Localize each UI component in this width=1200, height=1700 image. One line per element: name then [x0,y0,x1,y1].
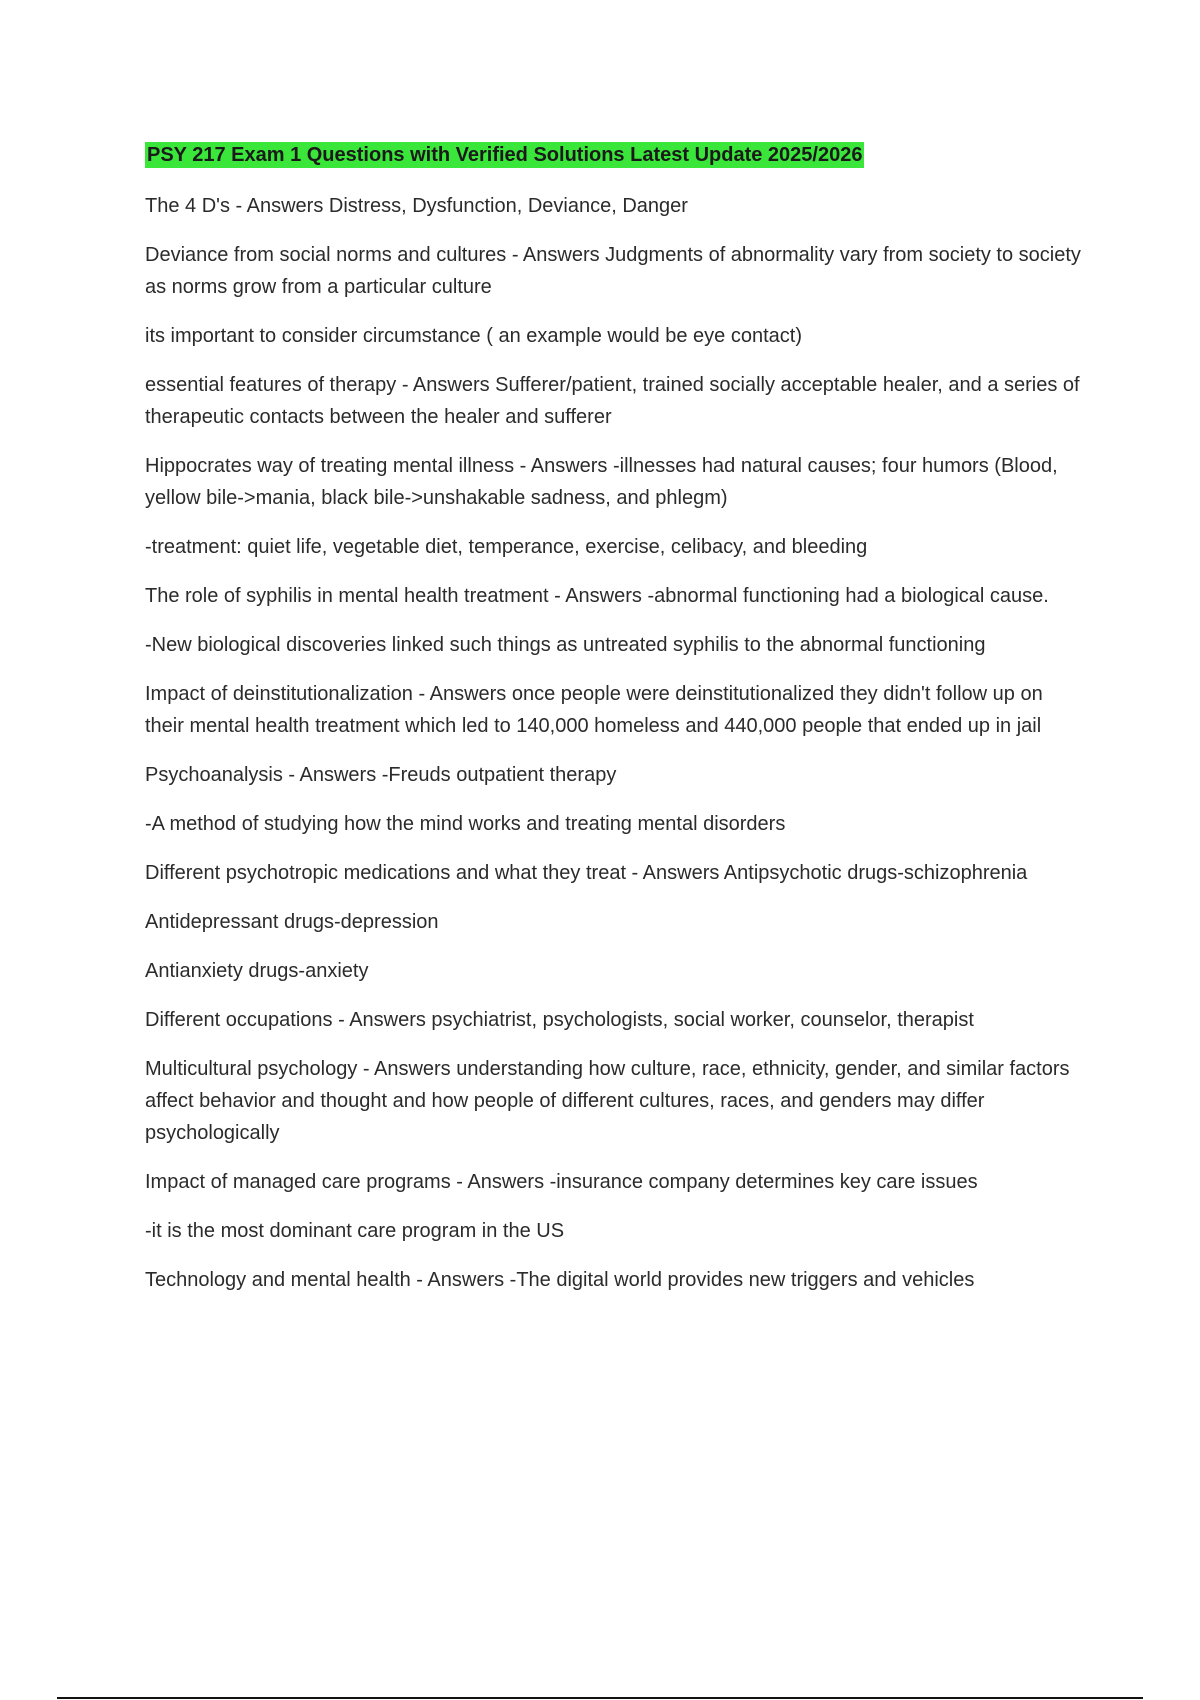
paragraph: -A method of studying how the mind works and treating mental disorders [145,813,786,835]
paragraph: -New biological discoveries linked such things as untreated syphilis to the abnormal functioning [145,634,986,656]
paragraph: Different psychotropic medications and what they treat - Answers Antipsychotic drugs-schizophrenia [145,862,1028,884]
footer-divider [57,1697,1143,1699]
paragraph: Psychoanalysis - Answers -Freuds outpatient therapy [145,764,617,786]
document-page [145,140,1085,1313]
title-block [145,140,1085,172]
paragraph: -it is the most dominant care program in the US [145,1220,565,1242]
paragraph: The 4 D's - Answers Distress, Dysfunction, Deviance, Danger [145,195,688,217]
document-title: PSY 217 Exam 1 Questions with Verified Solutions Latest Update 2025/2026 [147,144,863,166]
paragraph: Technology and mental health - Answers -The digital world provides new triggers and vehicles [145,1269,975,1291]
paragraph: Impact of deinstitutionalization - Answers once people were deinstitutionalized they didn't follow up on their mental health treatment which led to 140,000 homeless and 440,000 people that ended up in jail [145,683,1043,737]
paragraph: Impact of managed care programs - Answers -insurance company determines key care issues [145,1171,978,1193]
paragraph: Hippocrates way of treating mental illness - Answers -illnesses had natural causes; four humors (Blood, yellow bile->mania, black bile->unshakable sadness, and phlegm) [145,455,1058,509]
paragraph: Deviance from social norms and cultures - Answers Judgments of abnormality vary from society to society as norms grow from a particular culture [145,244,1081,298]
paragraph: Antidepressant drugs-depression [145,911,439,933]
paragraph: Different occupations - Answers psychiatrist, psychologists, social worker, counselor, therapist [145,1009,974,1031]
paragraph: Multicultural psychology - Answers understanding how culture, race, ethnicity, gender, and similar factors affect behavior and thought and how people of different cultures, races, and genders may differ psychologically [145,1058,1070,1144]
paragraph: Antianxiety drugs-anxiety [145,960,369,982]
paragraph: -treatment: quiet life, vegetable diet, temperance, exercise, celibacy, and bleeding [145,536,868,558]
paragraph: essential features of therapy - Answers Sufferer/patient, trained socially acceptable healer, and a series of therapeutic contacts between the healer and sufferer [145,374,1080,428]
paragraph: its important to consider circumstance ( an example would be eye contact) [145,325,802,347]
paragraph: The role of syphilis in mental health treatment - Answers -abnormal functioning had a biological cause. [145,585,1049,607]
